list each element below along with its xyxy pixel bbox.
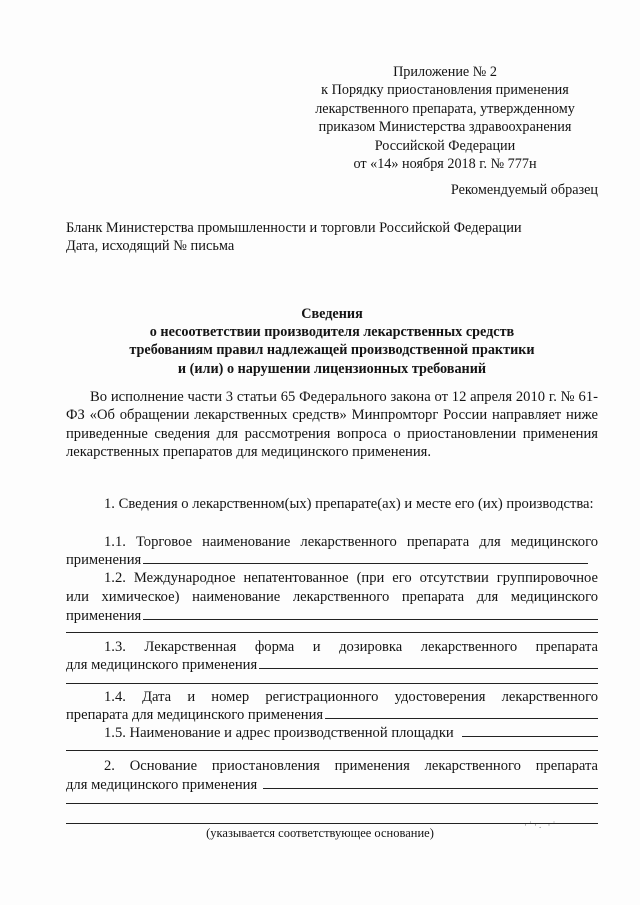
section-2-extra-line-1[interactable] <box>66 803 598 804</box>
title-line-3: требованиям правил надлежащей производственной практики <box>129 342 535 359</box>
document-title <box>66 305 598 378</box>
item-1-2-field[interactable] <box>66 607 598 625</box>
item-1-2-label: применения <box>66 608 142 624</box>
item-1-3-label: для медицинского применения <box>66 657 258 673</box>
item-1-2-extra-line[interactable] <box>66 632 598 633</box>
section-2-extra-line-2[interactable] <box>66 823 598 824</box>
item-1-5-extra-line[interactable] <box>66 750 598 751</box>
title-line-4: и (или) о нарушении лицензионных требований <box>177 360 487 377</box>
scan-speckles: ·˙·. ·˙ <box>524 820 558 830</box>
title-line-1: Сведения <box>301 306 363 322</box>
item-1-1-field[interactable] <box>66 551 598 569</box>
section-2-blank-line[interactable] <box>263 776 598 789</box>
item-1-3-blank-line[interactable] <box>259 656 598 669</box>
section-1-heading: 1. Сведения о лекарственном(ых) препарате(ах) и месте его (их) производства: <box>104 496 594 512</box>
footnote-caption: (указывается соответствующее основание) <box>206 826 434 840</box>
appendix-line-4: Российской Федерации <box>374 137 516 154</box>
appendix-line-5: от «14» ноября 2018 г. № 777н <box>353 156 537 173</box>
item-1-1-line-a: 1.1. Торговое наименование лекарственного препарата для медицинского <box>104 534 598 550</box>
item-1-3-field[interactable] <box>66 656 598 674</box>
item-1-5-label: 1.5. Наименование и адрес производственной площадки <box>104 725 454 741</box>
section-2-line-a: 2. Основание приостановления применения лекарственного препарата <box>104 758 598 774</box>
item-1-5-field[interactable] <box>66 724 598 742</box>
section-2-field[interactable] <box>66 776 598 794</box>
item-1-4-field[interactable] <box>66 706 598 724</box>
letterhead-line-1: Бланк Министерства промышленности и торговли Российской Федерации <box>66 220 522 236</box>
item-1-4-line-a: 1.4. Дата и номер регистрационного удостоверения лекарственного <box>104 689 598 705</box>
item-1-1-blank-line[interactable] <box>143 551 588 564</box>
letterhead-block <box>66 219 522 256</box>
appendix-title: Приложение № 2 <box>393 64 497 80</box>
item-1-5-blank-line[interactable] <box>462 724 598 737</box>
item-1-2-line-a: 1.2. Международное непатентованное (при его отсутствии группировочное <box>104 570 598 586</box>
title-line-2: о несоответствии производителя лекарственных средств <box>149 324 515 341</box>
appendix-line-3: приказом Министерства здравоохранения <box>318 119 572 136</box>
appendix-line-2: лекарственного препарата, утвержденному <box>315 100 575 117</box>
appendix-block <box>300 63 590 174</box>
item-1-2-line-b: или химическое) наименование лекарственного препарата для медицинского <box>66 589 598 605</box>
item-1-2-blank-line[interactable] <box>143 607 598 620</box>
section-2-label: для медицинского применения <box>66 777 258 793</box>
appendix-line-1: к Порядку приостановления применения <box>321 82 569 99</box>
item-1-4-label: препарата для медицинского применения <box>66 707 324 723</box>
item-1-3-line-a: 1.3. Лекарственная форма и дозировка лекарственного препарата <box>104 639 598 655</box>
item-1-4-blank-line[interactable] <box>325 706 598 719</box>
item-1-3-extra-line[interactable] <box>66 683 598 684</box>
recommended-sample-label: Рекомендуемый образец <box>450 182 598 198</box>
letterhead-line-2: Дата, исходящий № письма <box>66 238 235 255</box>
item-1-1-label: применения <box>66 552 142 568</box>
intro-paragraph: Во исполнение части 3 статьи 65 Федерального закона от 12 апреля 2010 г. № 61-ФЗ «Об обращении лекарственных средств» Минпромторг России направляет ниже приведенные сведения для рассмотрения вопроса о приостановлении применения лекарственных препаратов для медицинского применения. <box>66 389 598 461</box>
